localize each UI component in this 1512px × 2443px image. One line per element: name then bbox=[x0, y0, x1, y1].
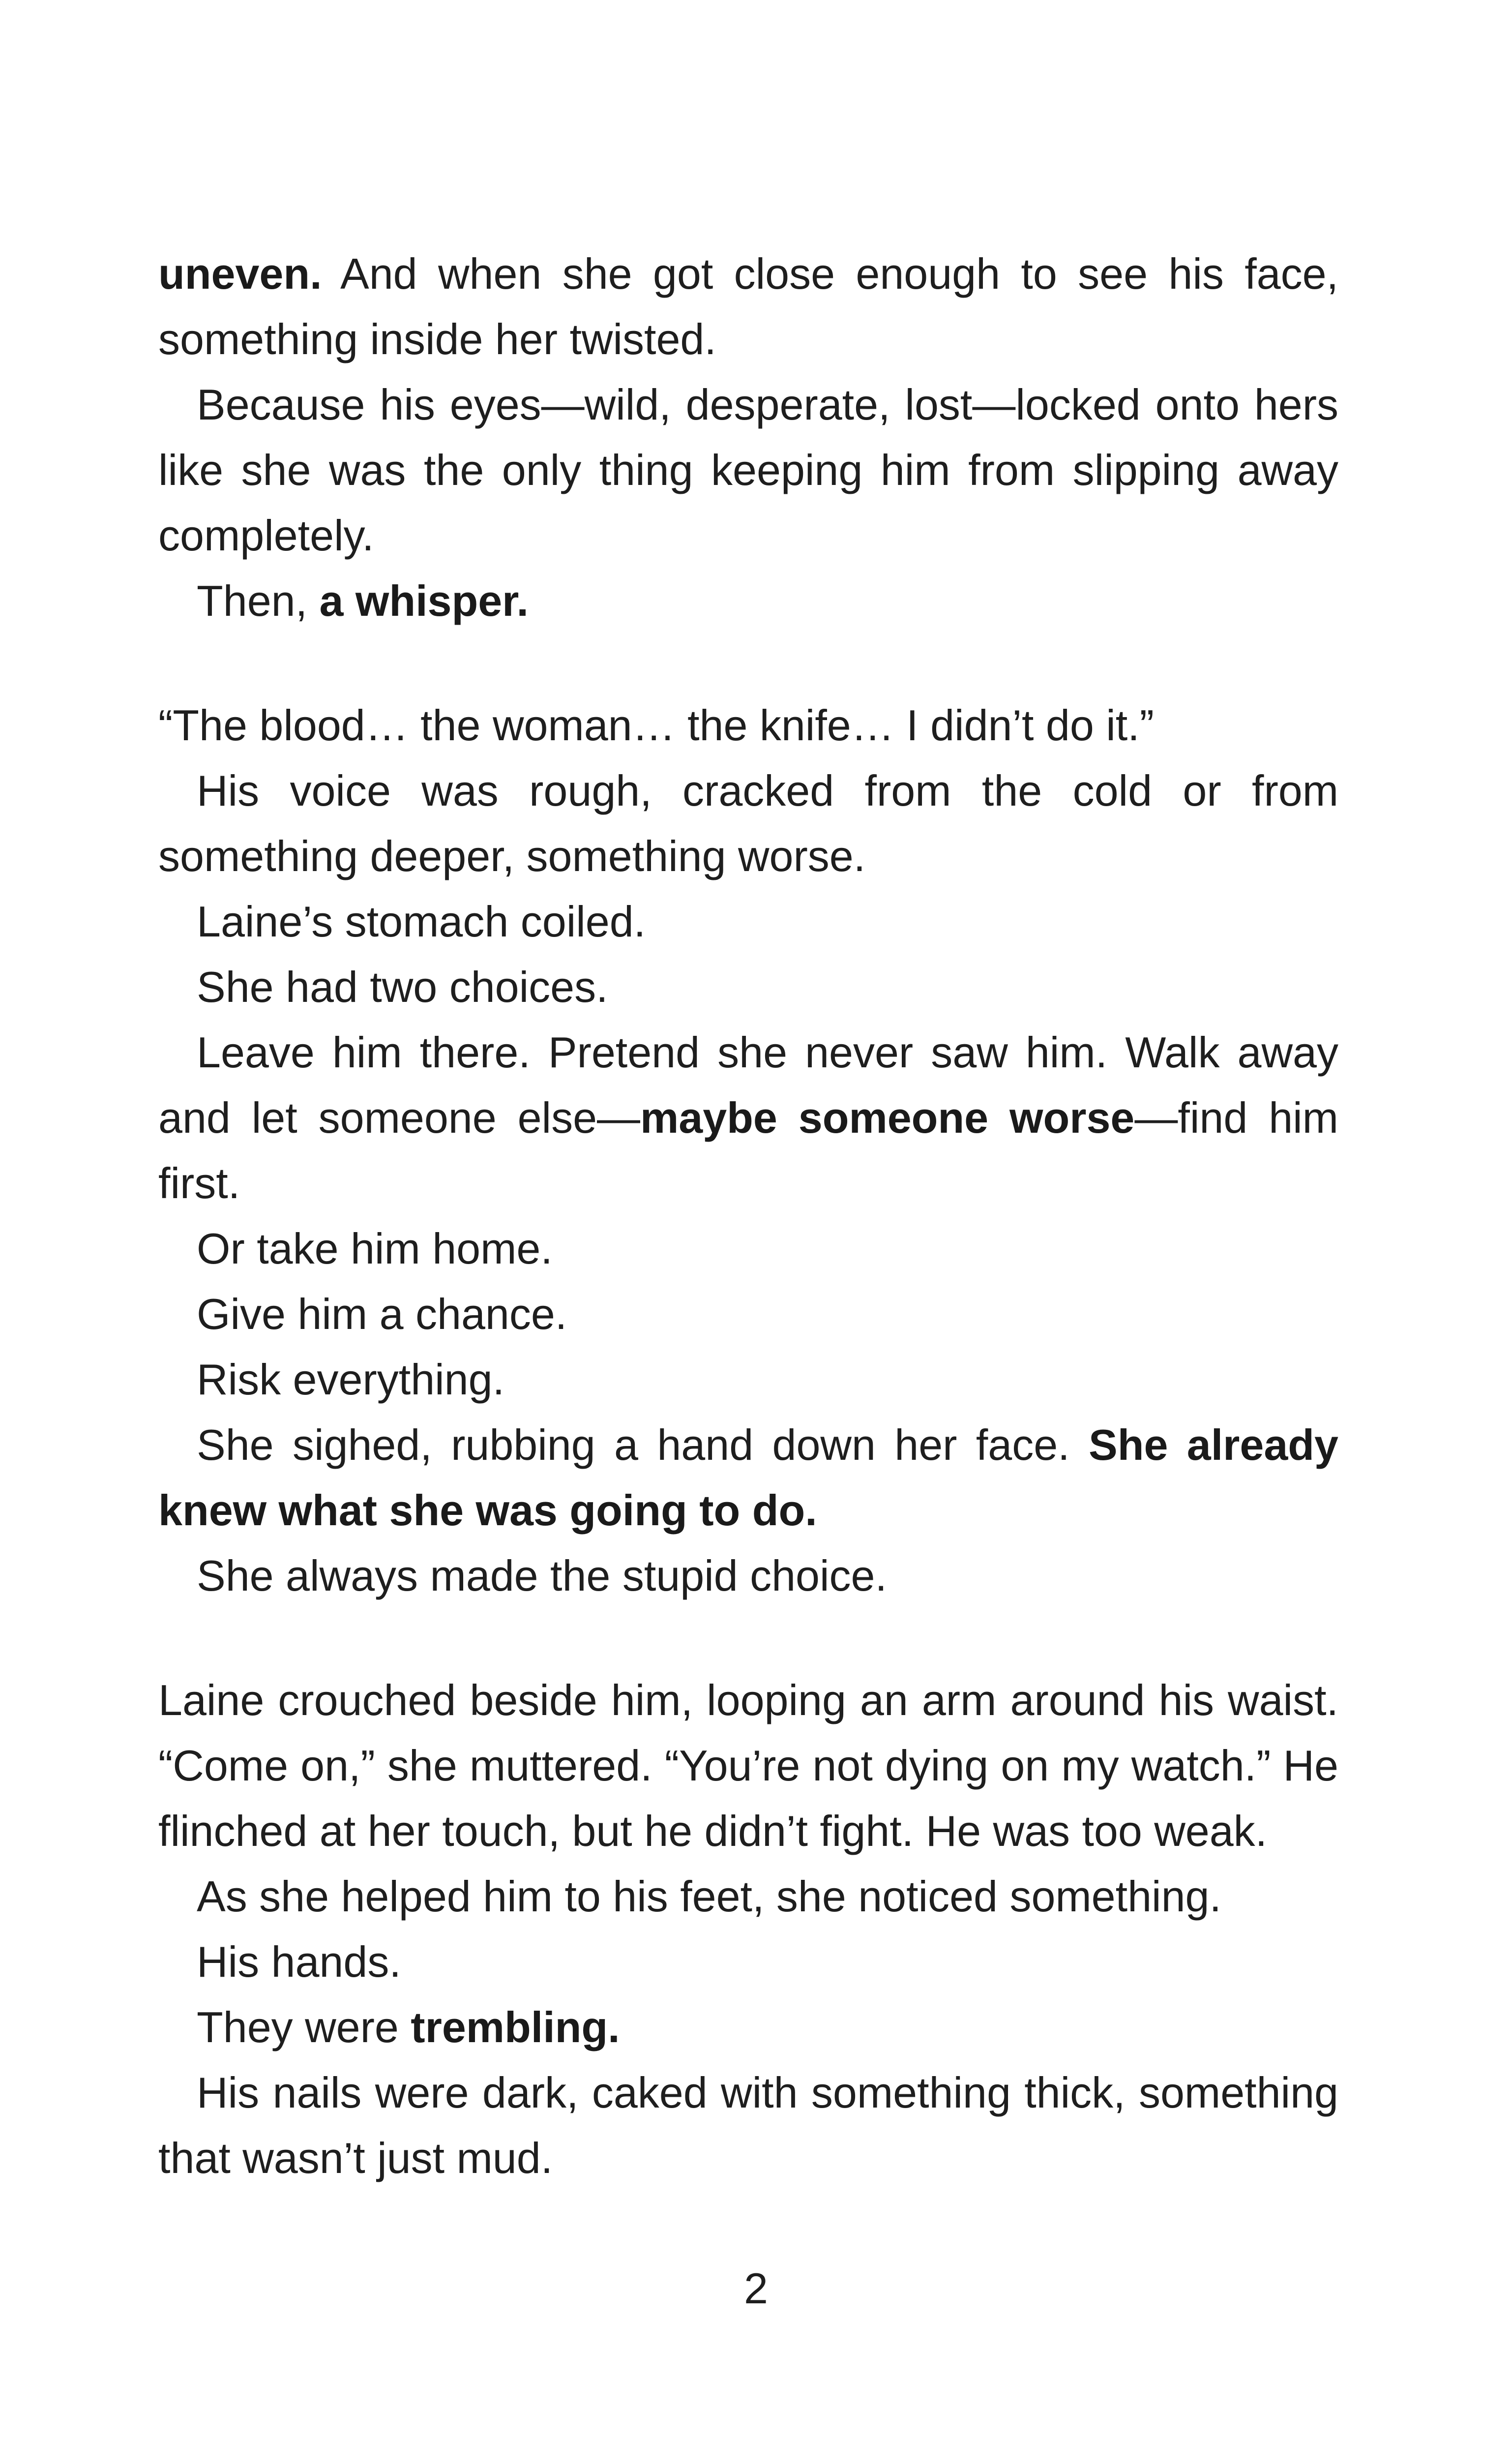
text-run: “The blood… the woman… the knife… I didn’t do it.” bbox=[158, 701, 1154, 750]
paragraph bbox=[158, 1864, 1338, 1929]
text-run: Because his eyes—wild, desperate, lost—locked onto hers like she was the only thing keeping him from slipping away completely. bbox=[158, 380, 1338, 560]
text-run: Leave him there. Pretend she never saw him. Walk away and let someone else— bbox=[158, 1028, 1338, 1142]
paragraph bbox=[158, 2060, 1338, 2191]
paragraph bbox=[158, 1347, 1338, 1412]
text-run: She had two choices. bbox=[197, 963, 608, 1011]
scene-break bbox=[158, 1608, 1338, 1667]
paragraph bbox=[158, 1216, 1338, 1281]
paragraph bbox=[158, 1020, 1338, 1216]
bold-text: a whisper. bbox=[319, 576, 529, 625]
paragraph bbox=[158, 1667, 1338, 1864]
body-text bbox=[158, 241, 1338, 2191]
bold-text: She already knew what she was going to do. bbox=[158, 1420, 1338, 1535]
text-run: Then, bbox=[197, 576, 320, 625]
page-number: 2 bbox=[744, 2264, 768, 2313]
text-run: His voice was rough, cracked from the cold or from something deeper, something worse. bbox=[158, 766, 1338, 880]
paragraph bbox=[158, 889, 1338, 954]
text-run: —find him first. bbox=[158, 1093, 1338, 1207]
paragraph bbox=[158, 568, 1338, 633]
paragraph bbox=[158, 1281, 1338, 1347]
paragraph bbox=[158, 758, 1338, 889]
bold-text: maybe someone worse bbox=[640, 1093, 1135, 1142]
text-run: She always made the stupid choice. bbox=[197, 1551, 887, 1600]
text-run: Risk everything. bbox=[197, 1355, 505, 1404]
bold-text: uneven. bbox=[158, 249, 322, 298]
text-run: She sighed, rubbing a hand down her face. bbox=[197, 1420, 1089, 1469]
paragraph bbox=[158, 1929, 1338, 1994]
paragraph bbox=[158, 954, 1338, 1020]
scene-break bbox=[158, 633, 1338, 693]
paragraph bbox=[158, 1543, 1338, 1608]
paragraph bbox=[158, 1994, 1338, 2060]
paragraph bbox=[158, 241, 1338, 372]
text-run: They were bbox=[197, 2003, 411, 2051]
paragraph bbox=[158, 1412, 1338, 1543]
text-run: His nails were dark, caked with something thick, something that wasn’t just mud. bbox=[158, 2068, 1338, 2182]
bold-text: trembling. bbox=[411, 2003, 620, 2051]
text-run: And when she got close enough to see his face, something inside her twisted. bbox=[158, 249, 1338, 363]
text-run: Laine crouched beside him, looping an arm around his waist. “Come on,” she muttered. “You’re not dying on my watch.” He flinched at her touch, but he didn’t fight. He was too weak. bbox=[158, 1676, 1338, 1855]
text-run: As she helped him to his feet, she noticed something. bbox=[197, 1872, 1221, 1921]
paragraph bbox=[158, 372, 1338, 568]
text-run: Laine’s stomach coiled. bbox=[197, 897, 646, 946]
text-run: Or take him home. bbox=[197, 1224, 553, 1273]
text-run: His hands. bbox=[197, 1937, 401, 1986]
paragraph bbox=[158, 693, 1338, 758]
text-run: Give him a chance. bbox=[197, 1290, 567, 1338]
